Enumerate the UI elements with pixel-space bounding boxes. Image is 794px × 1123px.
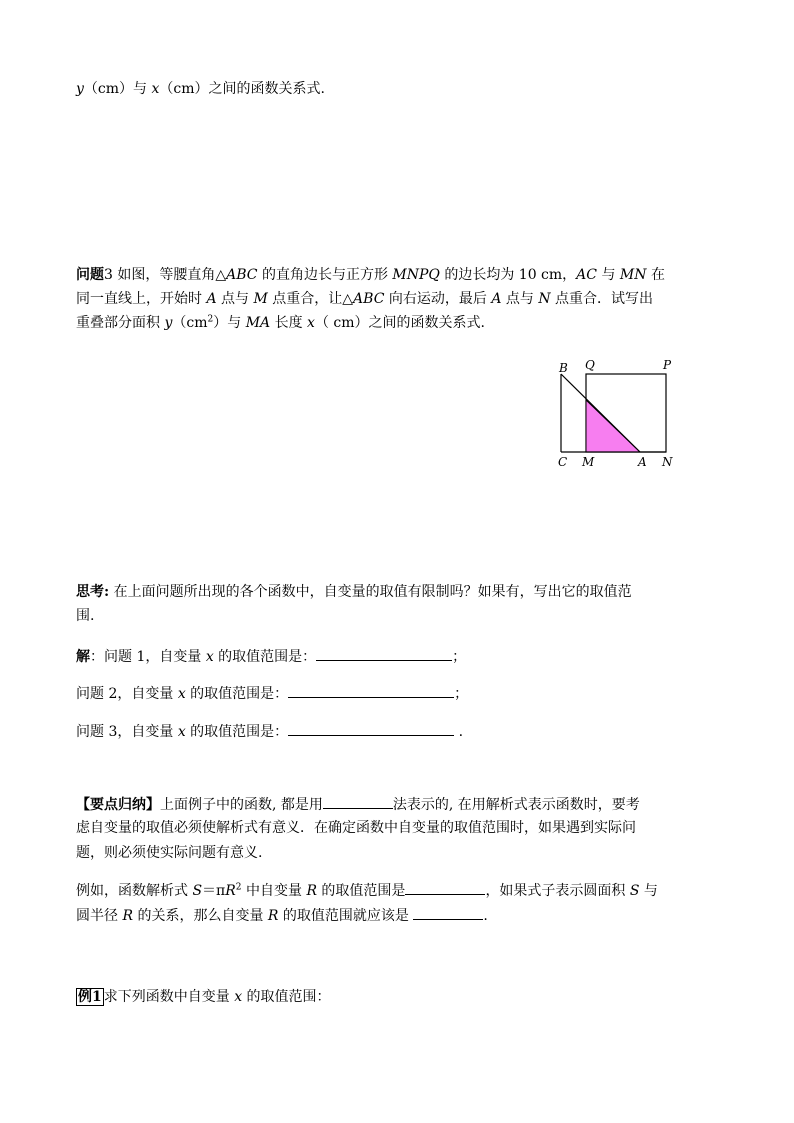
- label-M: M: [582, 455, 595, 469]
- example-line2: 圆半径 R 的关系，那么自变量 R 的取值范围就应该是 .: [76, 904, 488, 926]
- answer-2: 问题 2，自变量 x 的取值范围是： ；: [76, 682, 468, 704]
- think-line2: 围.: [76, 608, 95, 624]
- summary-line2: 虑自变量的取值必须使解析式有意义．在确定函数中自变量的取值范围时，如果遇到实际问: [76, 820, 636, 836]
- label-N: N: [662, 455, 673, 469]
- think-label: 思考:: [76, 584, 110, 600]
- example-blank-2[interactable]: [413, 904, 483, 920]
- geometry-figure: [552, 356, 682, 476]
- label-B: B: [559, 361, 568, 375]
- label-Q: Q: [585, 358, 595, 372]
- ex1-label: 例1: [78, 989, 102, 1005]
- problem3-line2: 同一直线上，开始时 A 点与 M 点重合，让△ABC 向右运动，最后 A 点与 N 点重合．试写出: [76, 291, 654, 307]
- example-line1: 例如，函数解析式 $S=\pi R^2$ 中自变量 R 的取值范围是 ，如果式子表示圆面积 S 与: [76, 879, 658, 901]
- problem3-line1: 问题3 如图，等腰直角△ABC 的直角边长与正方形 MNPQ 的边长均为 10 cm，AC 与 MN 在: [76, 267, 665, 283]
- answer-1: 解：问题 1，自变量 x 的取值范围是： ；: [76, 645, 466, 667]
- answer-3: 问题 3，自变量 x 的取值范围是： .: [76, 720, 463, 742]
- label-P: P: [663, 358, 672, 372]
- answer-3-blank[interactable]: [288, 720, 454, 736]
- ex1-line: 例1 求下列函数中自变量 x 的取值范围：: [78, 989, 331, 1005]
- summary-line3: 题，则必须使实际问题有意义.: [76, 845, 263, 861]
- example-blank-1[interactable]: [405, 879, 485, 895]
- label-A: A: [638, 455, 647, 469]
- answer-2-blank[interactable]: [288, 682, 454, 698]
- think-line1: 思考: 在上面问题所出现的各个函数中，自变量的取值有限制吗？如果有，写出它的取值范: [76, 584, 632, 600]
- summary-label: 【要点归纳】: [76, 797, 160, 813]
- problem3-label: 问题: [76, 267, 104, 283]
- label-C: C: [558, 455, 568, 469]
- summary-blank[interactable]: [323, 793, 393, 809]
- summary-line1: 【要点归纳】上面例子中的函数, 都是用 法表示的, 在用解析式表示函数时，要考: [76, 793, 640, 815]
- intro-line: y（cm）与 x（cm）之间的函数关系式.: [76, 81, 325, 97]
- problem3-line3: 重叠部分面积 $y(cm^2)$与 MA 长度 x（ cm）之间的函数关系式.: [76, 314, 485, 331]
- answer-1-blank[interactable]: [316, 645, 452, 661]
